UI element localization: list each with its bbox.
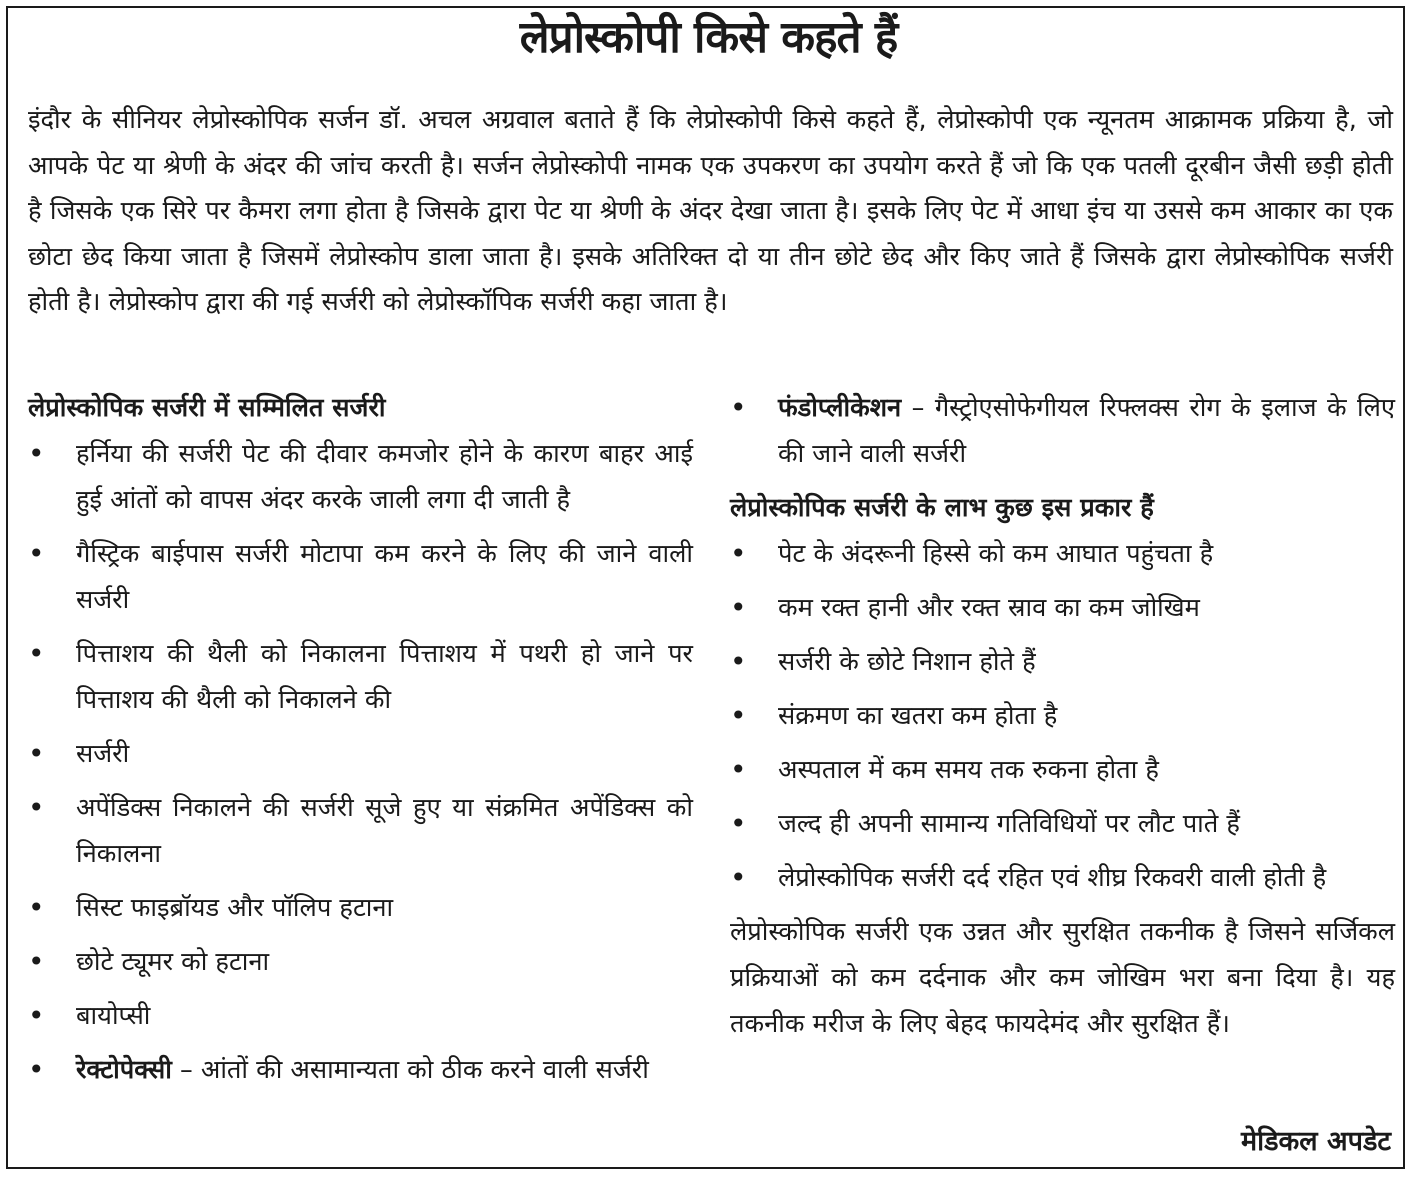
signoff-label: मेडिकल अपडेट [1240,1126,1391,1157]
list-item [730,531,1395,577]
bullet-icon: • [730,699,747,732]
bullet-icon: • [28,945,45,978]
bullet-icon: • [28,999,45,1032]
bullet-icon: • [28,737,45,770]
list-item [730,639,1395,685]
bullet-icon: • [730,645,747,678]
left-column [28,385,693,1101]
bullet-icon: • [730,753,747,786]
bullet-icon: • [730,537,747,570]
list-item-term: रेक्टोपेक्सी [76,1055,172,1085]
list-item-text: पित्ताशय की थैली को निकालना पित्ताशय में पथरी हो जाने पर पित्ताशय की थैली को निकालने की [76,639,693,715]
closing-paragraph: लेप्रोस्कोपिक सर्जरी एक उन्नत और सुरक्षित तकनीक है जिसने सर्जिकल प्रक्रियाओं को कम दर्दनाक और कम जोखिम भरा बना दिया है। यह तकनीक मरीज के लिए बेहद फायदेमंद और सुरक्षित हैं। [730,917,1395,1039]
list-item [28,885,693,931]
bullet-icon: • [730,861,747,894]
list-item-text: जल्द ही अपनी सामान्य गतिविधियों पर लौट पाते हैं [778,809,1240,839]
list-item [730,693,1395,739]
list-item [28,431,693,523]
list-item [28,631,693,723]
list-item [28,785,693,877]
bullet-icon: • [28,637,45,670]
bullet-icon: • [28,537,45,570]
list-item-text: कम रक्त हानी और रक्त स्राव का कम जोखिम [778,593,1200,623]
list-item [730,855,1395,901]
list-item-text: – गैस्ट्रोएसोफेगीयल रिफ्लक्स रोग के इलाज के लिए की जाने वाली सर्जरी [778,393,1395,469]
benefits-list [730,531,1395,901]
list-item [730,801,1395,847]
list-item [28,939,693,985]
list-item-text: पेट के अंदरूनी हिस्से को कम आघात पहुंचता है [778,539,1214,569]
left-section-heading: लेप्रोस्कोपिक सर्जरी में सम्मिलित सर्जरी [28,393,386,423]
list-item-text: लेप्रोस्कोपिक सर्जरी दर्द रहित एवं शीघ्र रिकवरी वाली होती है [778,863,1327,893]
additional-surgery-list [730,385,1395,477]
list-item-text: गैस्ट्रिक बाईपास सर्जरी मोटापा कम करने के लिए की जाने वाली सर्जरी [76,539,693,615]
bullet-icon: • [28,891,45,924]
list-item [730,585,1395,631]
bullet-icon: • [28,791,45,824]
intro-paragraph: इंदौर के सीनियर लेप्रोस्कोपिक सर्जन डॉ. अचल अग्रवाल बताते हैं कि लेप्रोस्कोपी किसे कहते हैं, लेप्रोस्कोपी एक न्यूनतम आक्रामक प्रक्रिया है, जो आपके पेट या श्रेणी के अंदर की जांच करती है। सर्जन लेप्रोस्कोपी नामक एक उपकरण का उपयोग करते हैं जो कि एक पतली दूरबीन जैसी छड़ी होती है जिसके एक सिरे पर कैमरा लगा होता है जिसके द्वारा पेट या श्रेणी के अंदर देखा जाता है। इसके लिए पेट में आधा इंच या उससे कम आकार का एक छोटा छेद किया जाता है जिसमें लेप्रोस्कोप डाला जाता है। इसके अतिरिक्त दो या तीन छोटे छेद और किए जाते हैं जिसके द्वारा लेप्रोस्कोपिक सर्जरी होती है। लेप्रोस्कोप द्वारा की गई सर्जरी को लेप्रोस्कॉपिक सर्जरी कहा जाता है। [28,105,1393,317]
included-surgeries-list [28,431,693,1093]
list-item [28,531,693,623]
bullet-icon: • [28,437,45,470]
list-item-text: अपेंडिक्स निकालने की सर्जरी सूजे हुए या संक्रमित अपेंडिक्स को निकालना [76,793,693,869]
list-item [730,747,1395,793]
article-title: लेप्रोस्कोपी किसे कहते हैं [519,12,898,63]
bullet-icon: • [730,807,747,840]
list-item [28,731,693,777]
list-item-text: छोटे ट्यूमर को हटाना [76,947,270,977]
list-item-text: अस्पताल में कम समय तक रुकना होता है [778,755,1159,785]
list-item-text: संक्रमण का खतरा कम होता है [778,701,1058,731]
bullet-icon: • [730,591,747,624]
list-item [730,385,1395,477]
right-section-heading: लेप्रोस्कोपिक सर्जरी के लाभ कुछ इस प्रकार हैं [730,493,1154,523]
list-item-text: – आंतों की असामान्यता को ठीक करने वाली सर्जरी [171,1055,649,1085]
list-item-text: बायोप्सी [76,1001,151,1031]
bullet-icon: • [28,1053,45,1086]
list-item [28,993,693,1039]
list-item-text: सर्जरी के छोटे निशान होते हैं [778,647,1036,677]
list-item-term: फंडोप्लीकेशन [778,393,902,423]
list-item-text: हर्निया की सर्जरी पेट की दीवार कमजोर होने के कारण बाहर आई हुई आंतों को वापस अंदर करके जाली लगा दी जाती है [76,439,693,515]
list-item-text: सिस्ट फाइब्रॉयड और पॉलिप हटाना [76,893,394,923]
right-column [730,385,1395,1047]
list-item [28,1047,693,1093]
bullet-icon: • [730,391,747,424]
list-item-text: सर्जरी [76,739,130,769]
